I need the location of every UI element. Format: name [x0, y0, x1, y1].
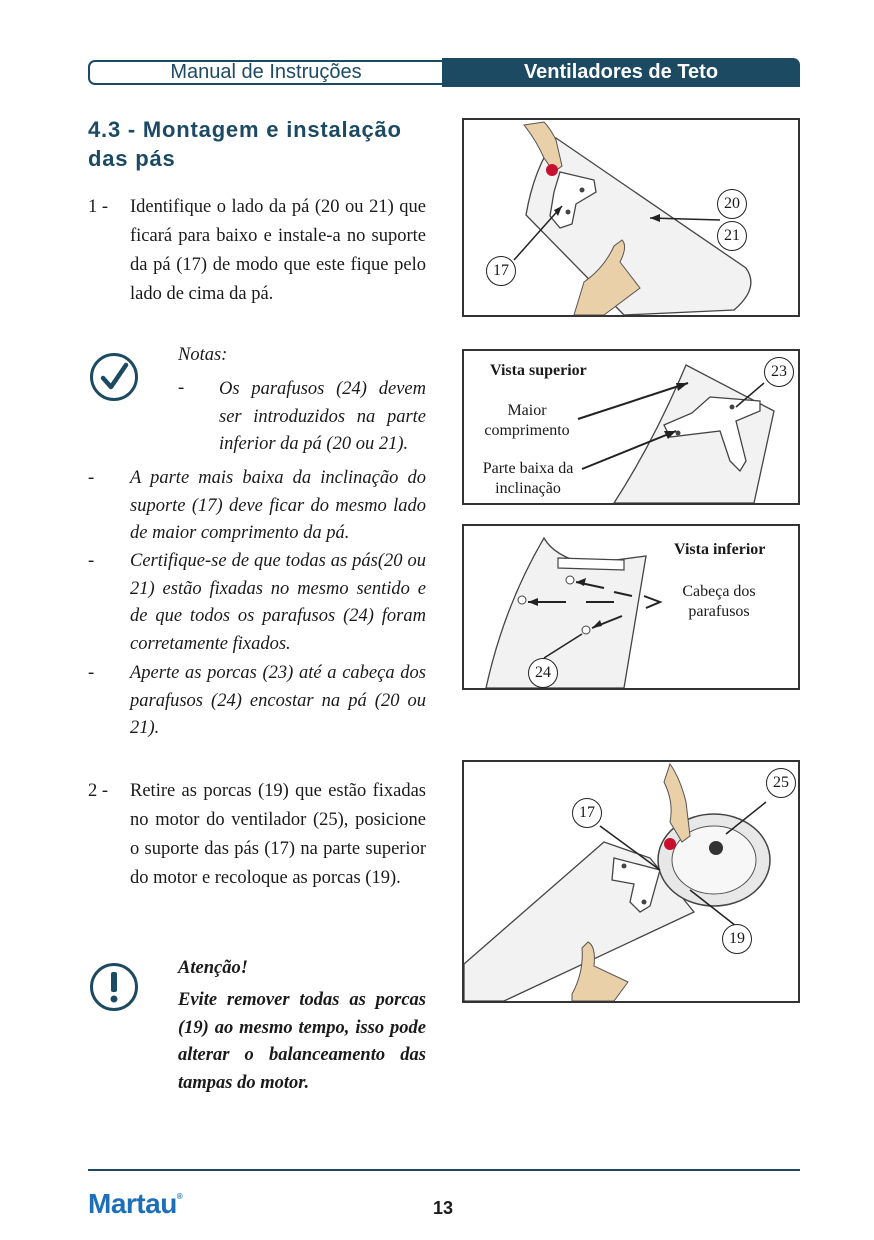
callout-23: 23 — [764, 357, 794, 387]
note-item-1: Os parafusos (24) devem ser introduzidos na parte inferior da pá (20 ou 21). — [219, 379, 426, 454]
callout-24: 24 — [528, 658, 558, 688]
note-bullet: - — [88, 468, 95, 488]
callout-25: 25 — [766, 768, 796, 798]
header-manual-title: Manual de Instruções — [88, 60, 442, 85]
step-1 — [88, 193, 428, 313]
page-number: 13 — [432, 1198, 454, 1218]
figure-top-view — [462, 349, 800, 505]
motor-blade-illustration — [464, 762, 798, 1001]
warning-icon — [90, 963, 138, 1011]
figure-motor-mounting — [462, 760, 800, 1003]
attention-title: Atenção! — [178, 958, 248, 978]
brand-name: Martau — [88, 1188, 177, 1219]
note-bullet: - — [178, 378, 185, 398]
callout-21: 21 — [717, 221, 747, 251]
fig2-label-longer-length: Maior comprimento — [484, 402, 570, 439]
figure-blade-mounting — [462, 118, 800, 317]
step-2-number: 2 - — [88, 781, 109, 801]
step-2 — [88, 777, 428, 927]
step-2-text: Retire as porcas (19) que estão fixadas no motor do ventilador (25), posicione o suporte das pás (17) na parte superior do motor e recoloque as porcas (19). — [130, 781, 426, 888]
callout-17: 17 — [486, 256, 516, 286]
section-title: 4.3 - Montagem e instalação das pás — [88, 117, 402, 171]
note-item-3: Certifique-se de que todas as pás(20 ou 21) estão fixadas no mesmo sentido e de que todos os parafusos (24) foram corretamente fixados. — [130, 551, 426, 654]
callout-19: 19 — [722, 924, 752, 954]
callout-20: 20 — [717, 189, 747, 219]
blade-illustration — [464, 120, 798, 315]
step-1-text: Identifique o lado da pá (20 ou 21) que ficará para baixo e instale-a no suporte da pá (17) de modo que este fique pelo lado de cima da pá. — [130, 197, 426, 304]
brand-logo — [88, 1188, 182, 1220]
note-item-2: A parte mais baixa da inclinação do suporte (17) deve ficar do mesmo lado de maior comprimento da pá. — [130, 468, 426, 543]
fig3-label-screw-heads: Cabeça dos parafusos — [682, 583, 756, 620]
callout-17: 17 — [572, 798, 602, 828]
fig2-title: Vista superior — [490, 362, 587, 379]
note-item-4: Aperte as porcas (23) até a cabeça dos parafusos (24) encostar na pá (20 ou 21). — [130, 663, 426, 738]
footer-divider — [88, 1169, 800, 1171]
check-icon — [90, 353, 138, 401]
attention-text: Evite remover todas as porcas (19) ao mesmo tempo, isso pode alterar o balanceamento das tampas do motor. — [178, 990, 426, 1093]
figure-bottom-view — [462, 524, 800, 690]
note-bullet: - — [88, 551, 95, 571]
trademark-symbol: ® — [176, 1192, 183, 1201]
notes-title: Notas: — [178, 345, 228, 365]
fig3-title: Vista inferior — [674, 541, 766, 558]
header-product-title: Ventiladores de Teto — [442, 58, 800, 87]
step-1-number: 1 - — [88, 197, 109, 217]
note-bullet: - — [88, 663, 95, 683]
fig2-label-low-side: Parte baixa da inclinação — [482, 460, 574, 497]
